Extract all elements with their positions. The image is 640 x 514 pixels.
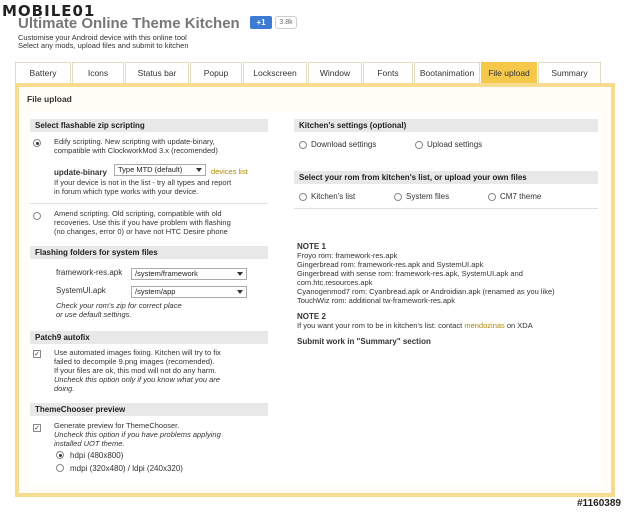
framework-folder-value: /system/framework bbox=[135, 269, 198, 278]
gplus-count: 3.8k bbox=[275, 16, 297, 29]
post-stamp: #1160389 bbox=[577, 498, 621, 509]
tab-icons[interactable]: Icons bbox=[72, 62, 124, 83]
systemui-label: SystemUI.apk bbox=[56, 286, 106, 295]
update-binary-select[interactable] bbox=[114, 164, 206, 176]
chevron-down-icon bbox=[237, 290, 243, 294]
theme-line-1: Generate preview for ThemeChooser. bbox=[54, 421, 180, 430]
tab-window[interactable]: Window bbox=[308, 62, 362, 83]
rom-kitchen-label: Kitchen's list bbox=[311, 192, 356, 201]
amend-line-1: Amend scripting. Old scripting, compatible with old bbox=[54, 209, 222, 218]
note1-line-2: Gingerbread rom: framework-res.apk and SystemUI.apk bbox=[297, 260, 484, 269]
device-note-1: If your device is not in the list - try all types and report bbox=[54, 178, 232, 187]
tab-popup[interactable]: Popup bbox=[190, 62, 242, 83]
section-title: File upload bbox=[27, 94, 72, 104]
note1-line-1: Froyo rom: framework-res.apk bbox=[297, 251, 398, 260]
device-note-2: in forum which type works with your device. bbox=[54, 187, 199, 196]
amend-line-2: recoveries. Use this if you have problem with flashing bbox=[54, 218, 231, 227]
upload-settings-label: Upload settings bbox=[427, 140, 483, 149]
tab-summary[interactable]: Summary bbox=[538, 62, 601, 83]
page-title: Ultimate Online Theme Kitchen bbox=[18, 15, 240, 32]
theme-line-2: Uncheck this option if you have problems applying bbox=[54, 430, 221, 439]
note2-text-pre: If you want your rom to be in kitchen's list: contact bbox=[297, 321, 465, 330]
patch9-checkbox[interactable]: ✓ bbox=[34, 351, 40, 358]
update-binary-value: Type MTD (default) bbox=[118, 165, 183, 174]
patch9-header: Patch9 autofix bbox=[30, 331, 268, 344]
devices-list-link[interactable]: devices list bbox=[211, 167, 248, 176]
chevron-down-icon bbox=[237, 272, 243, 276]
framework-folder-select[interactable] bbox=[131, 268, 247, 280]
note2-text-post: on XDA bbox=[504, 321, 533, 330]
rom-cm7-label: CM7 theme bbox=[500, 192, 542, 201]
patch9-line-5: doing. bbox=[54, 384, 75, 393]
hdpi-label: hdpi (480x800) bbox=[70, 451, 124, 460]
systemui-folder-value: /system/app bbox=[135, 287, 176, 296]
rom-kitchen-radio[interactable] bbox=[299, 193, 307, 201]
edify-radio[interactable] bbox=[33, 139, 41, 147]
flashing-folders-header: Flashing folders for system files bbox=[30, 246, 268, 259]
systemui-folder-select[interactable] bbox=[131, 286, 247, 298]
download-settings-radio[interactable] bbox=[299, 141, 307, 149]
submit-note: Submit work in "Summary" section bbox=[297, 337, 431, 346]
mdpi-label: mdpi (320x480) / ldpi (240x320) bbox=[70, 464, 183, 473]
divider bbox=[30, 203, 268, 204]
patch9-line-1: Use automated images fixing. Kitchen will try to fix bbox=[54, 348, 221, 357]
chevron-down-icon bbox=[196, 168, 202, 172]
tab-lockscreen[interactable]: Lockscreen bbox=[243, 62, 307, 83]
note1-line-4: com.htc.resources.apk bbox=[297, 278, 373, 287]
folders-note-2: or use default settings. bbox=[56, 310, 132, 319]
tab-bootanimation[interactable]: Bootanimation bbox=[414, 62, 480, 83]
rom-system-label: System files bbox=[406, 192, 450, 201]
patch9-line-4: Uncheck this option only if you know what you are bbox=[54, 375, 220, 384]
zip-scripting-header: Select flashable zip scripting bbox=[30, 119, 268, 132]
page-subtitle-2: Select any mods, upload files and submit to kitchen bbox=[18, 41, 189, 50]
tab-file-upload[interactable]: File upload bbox=[481, 62, 537, 83]
divider bbox=[294, 208, 598, 209]
hdpi-radio[interactable] bbox=[56, 451, 64, 459]
kitchen-settings-header: Kitchen's settings (optional) bbox=[294, 119, 598, 132]
mendozinas-link[interactable]: mendozinas bbox=[464, 321, 505, 330]
folders-note-1: Check your rom's zip for correct place bbox=[56, 301, 182, 310]
note1-line-3: Gingerbread with sense rom: framework-res.apk, SystemUI.apk and bbox=[297, 269, 523, 278]
upload-settings-radio[interactable] bbox=[415, 141, 423, 149]
page-subtitle-1: Customise your Android device with this online tool bbox=[18, 33, 187, 42]
tab-battery[interactable]: Battery bbox=[15, 62, 71, 83]
rom-system-radio[interactable] bbox=[394, 193, 402, 201]
amend-line-3: (no changes, error 0) or have not HTC Desire phone bbox=[54, 227, 228, 236]
note1-line-5: Cyanogenmod7 rom: Cyanbread.apk or Androidian.apk (renamed as you like) bbox=[297, 287, 555, 296]
edify-line-2: compatible with ClockworkMod 3.x (recomended) bbox=[54, 146, 218, 155]
theme-line-3: installed UOT theme. bbox=[54, 439, 125, 448]
mdpi-radio[interactable] bbox=[56, 464, 64, 472]
note1-title: NOTE 1 bbox=[297, 242, 326, 251]
rom-select-header: Select your rom from kitchen's list, or upload your own files bbox=[294, 171, 598, 184]
tab-bar bbox=[15, 62, 610, 83]
note2-title: NOTE 2 bbox=[297, 312, 326, 321]
update-binary-label: update-binary bbox=[54, 168, 107, 177]
tab-fonts[interactable]: Fonts bbox=[363, 62, 413, 83]
tab-status-bar[interactable]: Status bar bbox=[125, 62, 189, 83]
note2-text bbox=[297, 321, 533, 330]
edify-line-1: Edify scripting. New scripting with update-binary, bbox=[54, 137, 215, 146]
gplus-button[interactable]: +1 bbox=[250, 16, 272, 29]
themechooser-header: ThemeChooser preview bbox=[30, 403, 268, 416]
themechooser-checkbox[interactable]: ✓ bbox=[34, 425, 40, 432]
note1-line-6: TouchWiz rom: additional tw-framework-res.apk bbox=[297, 296, 455, 305]
patch9-line-2: failed to decompile 9.png images (recomended). bbox=[54, 357, 215, 366]
amend-radio[interactable] bbox=[33, 212, 41, 220]
watermark-text: MOBILE01 bbox=[2, 2, 96, 20]
patch9-line-3: If your files are ok, this mod will not do any harm. bbox=[54, 366, 217, 375]
download-settings-label: Download settings bbox=[311, 140, 377, 149]
rom-cm7-radio[interactable] bbox=[488, 193, 496, 201]
framework-label: framework-res.apk bbox=[56, 268, 123, 277]
